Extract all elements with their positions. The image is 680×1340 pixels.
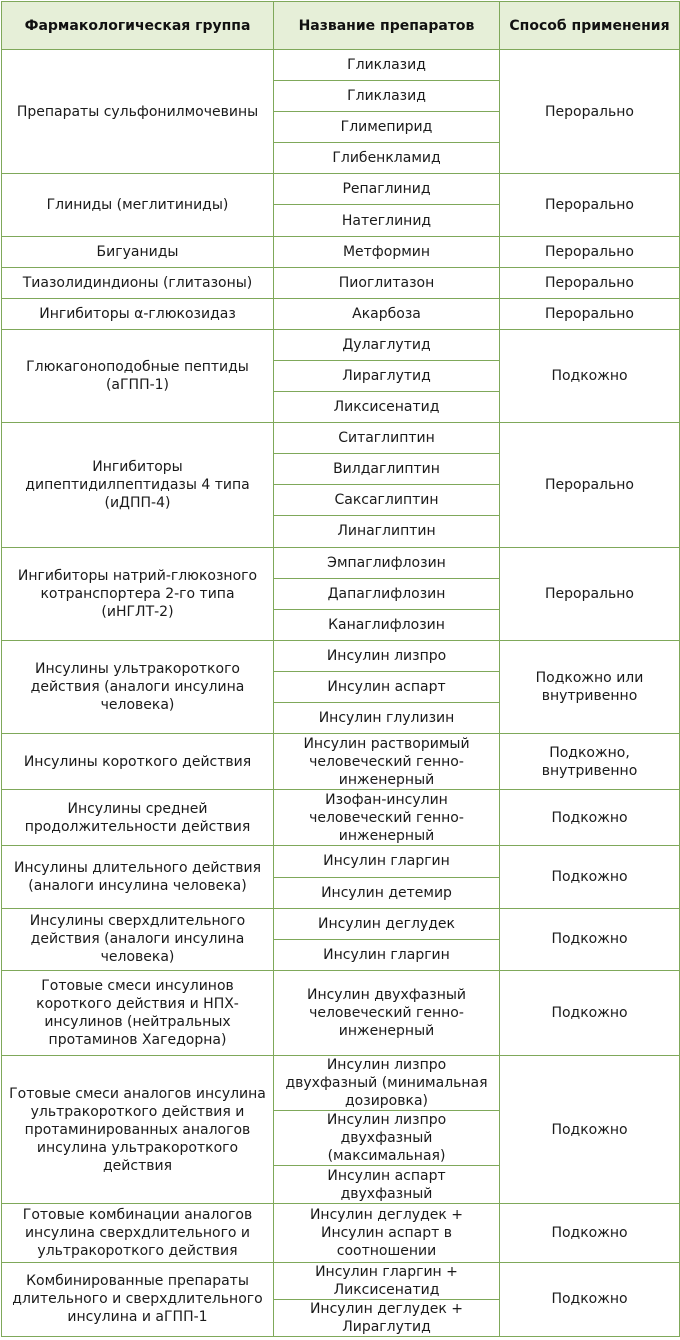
drug-name-cell: Глимепирид bbox=[274, 112, 500, 143]
table-body bbox=[2, 50, 680, 1337]
drug-name-cell: Натеглинид bbox=[274, 205, 500, 236]
group-name-cell: Ингибиторы дипептидилпептидазы 4 типа (иДПП-4) bbox=[2, 423, 274, 547]
header-row bbox=[2, 2, 680, 50]
table-row bbox=[2, 50, 680, 81]
group-name-cell: Комбинированные препараты длительного и сверхдлительного инсулина и аГПП-1 bbox=[2, 1262, 274, 1336]
drug-name-cell: Инсулин аспарт bbox=[274, 671, 500, 702]
drug-name-cell: Инсулин лизпро двухфазный (минимальная дозировка) bbox=[274, 1056, 500, 1111]
route-cell: Перорально bbox=[500, 174, 680, 236]
drug-name-cell: Инсулин аспарт двухфазный bbox=[274, 1166, 500, 1204]
drug-name-cell: Изофан-инсулин человеческий генно-инженерный bbox=[274, 790, 500, 846]
route-cell: Подкожно, внутривенно bbox=[500, 734, 680, 790]
drug-name-cell: Инсулин деглудек bbox=[274, 908, 500, 939]
drug-name-cell: Инсулин лизпро двухфазный (максимальная) bbox=[274, 1111, 500, 1166]
drug-name-cell: Репаглинид bbox=[274, 174, 500, 205]
route-cell: Подкожно bbox=[500, 1204, 680, 1262]
table-row bbox=[2, 236, 680, 267]
table-row bbox=[2, 1204, 680, 1262]
route-cell: Подкожно bbox=[500, 790, 680, 846]
drug-name-cell: Вилдаглиптин bbox=[274, 454, 500, 485]
route-cell: Подкожно bbox=[500, 1262, 680, 1336]
drug-name-cell: Инсулин двухфазный человеческий генно-инженерный bbox=[274, 970, 500, 1055]
header-drugs: Название препаратов bbox=[274, 2, 500, 50]
group-name-cell: Бигуаниды bbox=[2, 236, 274, 267]
table-row bbox=[2, 908, 680, 939]
group-name-cell: Инсулины короткого действия bbox=[2, 734, 274, 790]
header-group: Фармакологическая группа bbox=[2, 2, 274, 50]
group-name-cell: Готовые комбинации аналогов инсулина сверхдлительного и ультракороткого действия bbox=[2, 1204, 274, 1262]
group-name-cell: Инсулины средней продолжительности действия bbox=[2, 790, 274, 846]
drug-name-cell: Инсулин гларгин bbox=[274, 939, 500, 970]
table-row bbox=[2, 846, 680, 877]
table-row bbox=[2, 1056, 680, 1111]
drug-name-cell: Инсулин гларгин bbox=[274, 846, 500, 877]
table-row bbox=[2, 1262, 680, 1299]
group-name-cell: Глюкагоноподобные пептиды (аГПП-1) bbox=[2, 329, 274, 422]
route-cell: Перорально bbox=[500, 267, 680, 298]
route-cell: Подкожно bbox=[500, 970, 680, 1055]
table-row bbox=[2, 329, 680, 360]
route-cell: Подкожно или внутривенно bbox=[500, 640, 680, 733]
table-row bbox=[2, 790, 680, 846]
group-name-cell: Инсулины ультракороткого действия (аналоги инсулина человека) bbox=[2, 640, 274, 733]
drug-name-cell: Дапаглифлозин bbox=[274, 578, 500, 609]
route-cell: Подкожно bbox=[500, 908, 680, 970]
group-name-cell: Инсулины сверхдлительного действия (аналоги инсулина человека) bbox=[2, 908, 274, 970]
drug-name-cell: Инсулин глулизин bbox=[274, 702, 500, 733]
drug-name-cell: Дулаглутид bbox=[274, 329, 500, 360]
drug-name-cell: Глибенкламид bbox=[274, 143, 500, 174]
group-name-cell: Готовые смеси аналогов инсулина ультракороткого действия и протаминированных аналогов инсулина ультракороткого действия bbox=[2, 1056, 274, 1204]
table-row bbox=[2, 298, 680, 329]
route-cell: Перорально bbox=[500, 547, 680, 640]
group-name-cell: Глиниды (меглитиниды) bbox=[2, 174, 274, 236]
drug-name-cell: Метформин bbox=[274, 236, 500, 267]
group-name-cell: Инсулины длительного действия (аналоги инсулина человека) bbox=[2, 846, 274, 908]
table-row bbox=[2, 547, 680, 578]
drug-name-cell: Акарбоза bbox=[274, 298, 500, 329]
route-cell: Перорально bbox=[500, 50, 680, 174]
drug-name-cell: Инсулин детемир bbox=[274, 877, 500, 908]
drug-name-cell: Ликсисенатид bbox=[274, 392, 500, 423]
group-name-cell: Ингибиторы α-глюкозидаз bbox=[2, 298, 274, 329]
group-name-cell: Препараты сульфонилмочевины bbox=[2, 50, 274, 174]
table-row bbox=[2, 267, 680, 298]
route-cell: Перорально bbox=[500, 298, 680, 329]
drug-name-cell: Канаглифлозин bbox=[274, 609, 500, 640]
group-name-cell: Ингибиторы натрий-глюкозного котранспортера 2-го типа (иНГЛТ-2) bbox=[2, 547, 274, 640]
drug-name-cell: Инсулин деглудек + Лираглутид bbox=[274, 1299, 500, 1336]
route-cell: Подкожно bbox=[500, 1056, 680, 1204]
drug-name-cell: Ситаглиптин bbox=[274, 423, 500, 454]
route-cell: Перорально bbox=[500, 236, 680, 267]
drug-table bbox=[1, 1, 680, 1337]
drug-name-cell: Гликлазид bbox=[274, 50, 500, 81]
drug-name-cell: Инсулин лизпро bbox=[274, 640, 500, 671]
group-name-cell: Тиазолидиндионы (глитазоны) bbox=[2, 267, 274, 298]
drug-name-cell: Гликлазид bbox=[274, 81, 500, 112]
table-row bbox=[2, 970, 680, 1055]
drug-name-cell: Эмпаглифлозин bbox=[274, 547, 500, 578]
route-cell: Перорально bbox=[500, 423, 680, 547]
route-cell: Подкожно bbox=[500, 846, 680, 908]
drug-name-cell: Пиоглитазон bbox=[274, 267, 500, 298]
drug-name-cell: Инсулин гларгин + Ликсисенатид bbox=[274, 1262, 500, 1299]
table-row bbox=[2, 174, 680, 205]
table-row bbox=[2, 640, 680, 671]
drug-name-cell: Инсулин растворимый человеческий генно-инженерный bbox=[274, 734, 500, 790]
header-route: Способ применения bbox=[500, 2, 680, 50]
table-row bbox=[2, 734, 680, 790]
drug-name-cell: Инсулин деглудек + Инсулин аспарт в соотношении bbox=[274, 1204, 500, 1262]
route-cell: Подкожно bbox=[500, 329, 680, 422]
group-name-cell: Готовые смеси инсулинов короткого действия и НПХ-инсулинов (нейтральных протаминов Хагедорна) bbox=[2, 970, 274, 1055]
drug-name-cell: Лираглутид bbox=[274, 360, 500, 391]
drug-name-cell: Саксаглиптин bbox=[274, 485, 500, 516]
drug-name-cell: Линаглиптин bbox=[274, 516, 500, 547]
table-row bbox=[2, 423, 680, 454]
